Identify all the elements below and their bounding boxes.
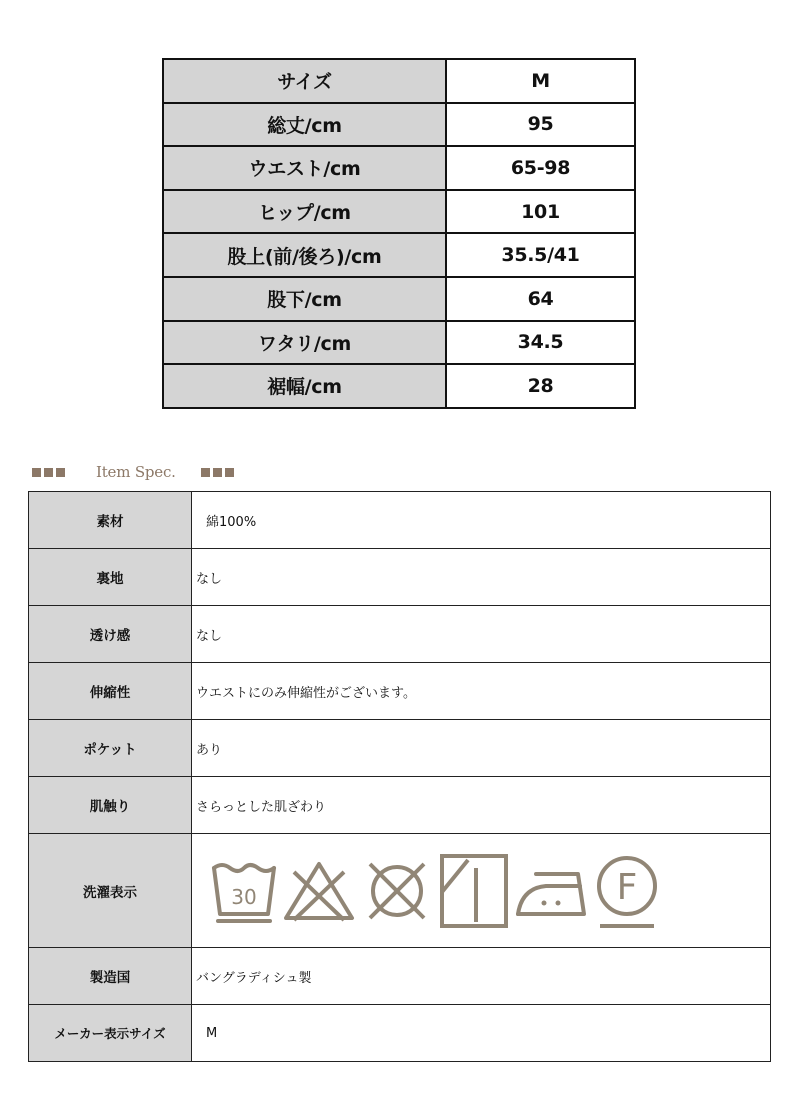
size-value: 64 (446, 277, 635, 321)
no-bleach-icon (282, 858, 356, 924)
size-value: 35.5/41 (446, 233, 635, 277)
spec-value: なし (192, 549, 771, 606)
spec-label: 洗濯表示 (29, 834, 192, 948)
spec-value: バングラディシュ製 (192, 948, 771, 1005)
decor-square-icon (225, 468, 234, 477)
decor-square-icon (201, 468, 210, 477)
spec-row (29, 948, 771, 1005)
size-label: サイズ (163, 59, 446, 103)
size-label: 股下/cm (163, 277, 446, 321)
decor-square-icon (44, 468, 53, 477)
size-row (163, 190, 635, 234)
dry-clean-f-icon (592, 852, 662, 930)
spec-label: 素材 (29, 492, 192, 549)
wash-tub-icon (210, 858, 278, 924)
spec-row (29, 777, 771, 834)
spec-value: 綿100% (192, 492, 771, 549)
size-value: 28 (446, 364, 635, 408)
size-value: M (446, 59, 635, 103)
size-row (163, 277, 635, 321)
size-row (163, 321, 635, 365)
size-label: ヒップ/cm (163, 190, 446, 234)
spec-value: ウエストにのみ伸縮性がございます。 (192, 663, 771, 720)
no-tumble-dry-icon (360, 858, 434, 924)
spec-value: あり (192, 720, 771, 777)
size-row (163, 59, 635, 103)
spec-row-care (29, 834, 771, 948)
size-table (162, 58, 636, 409)
decor-square-icon (56, 468, 65, 477)
spec-value: さらっとした肌ざわり (192, 777, 771, 834)
spec-table (28, 491, 771, 1062)
spec-label: 伸縮性 (29, 663, 192, 720)
spec-label: 製造国 (29, 948, 192, 1005)
size-row (163, 146, 635, 190)
spec-value: なし (192, 606, 771, 663)
size-value: 34.5 (446, 321, 635, 365)
spec-row (29, 492, 771, 549)
item-spec-title: Item Spec. (96, 463, 176, 481)
size-label: 股上(前/後ろ)/cm (163, 233, 446, 277)
item-spec-heading (32, 460, 237, 484)
size-value: 95 (446, 103, 635, 147)
spec-row (29, 549, 771, 606)
decor-square-icon (213, 468, 222, 477)
dry-clean-letter: F (616, 866, 638, 908)
iron-medium-icon (514, 858, 588, 924)
size-row (163, 233, 635, 277)
spec-row (29, 663, 771, 720)
size-label: ウエスト/cm (163, 146, 446, 190)
care-icons-cell (192, 834, 771, 948)
care-icons (196, 852, 770, 930)
size-value: 65-98 (446, 146, 635, 190)
size-row (163, 103, 635, 147)
spec-row (29, 720, 771, 777)
spec-value: M (192, 1005, 771, 1062)
line-dry-shade-icon (438, 852, 510, 930)
spec-label: 裏地 (29, 549, 192, 606)
spec-label: ポケット (29, 720, 192, 777)
spec-label: 透け感 (29, 606, 192, 663)
wash-temp-label: 30 (231, 884, 257, 909)
decor-square-icon (32, 468, 41, 477)
spec-label: メーカー表示サイズ (29, 1005, 192, 1062)
size-label: ワタリ/cm (163, 321, 446, 365)
size-value: 101 (446, 190, 635, 234)
spec-label: 肌触り (29, 777, 192, 834)
spec-row (29, 1005, 771, 1062)
spec-row (29, 606, 771, 663)
size-label: 総丈/cm (163, 103, 446, 147)
size-row (163, 364, 635, 408)
size-label: 裾幅/cm (163, 364, 446, 408)
